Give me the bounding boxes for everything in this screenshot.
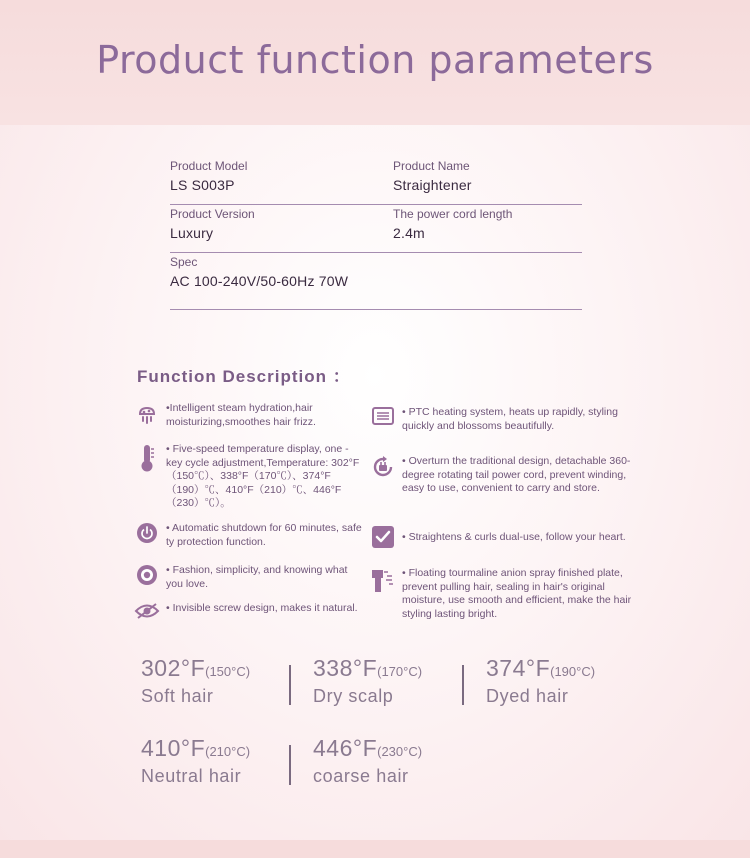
- version-value: Luxury: [170, 225, 214, 241]
- cord-label: The power cord length: [393, 207, 513, 221]
- function-heading: Function Description ：: [137, 367, 351, 386]
- temp-item-374: [486, 655, 595, 707]
- temp-item-338: [313, 655, 422, 707]
- feature-tourmaline: [370, 567, 635, 621]
- spec-cell-version: [170, 205, 255, 241]
- feature-cord: [370, 455, 635, 496]
- plug-rotate-icon: [370, 455, 396, 479]
- temp-fahrenheit: 338°F: [313, 655, 378, 681]
- temp-item-302: [141, 655, 250, 707]
- power-icon: [134, 522, 160, 544]
- feature-screw: [134, 602, 364, 620]
- feature-dual-use: [370, 525, 635, 549]
- footer-band: [0, 840, 750, 858]
- temp-hair-type: Dry scalp: [313, 686, 394, 706]
- name-value: Straightener: [393, 177, 472, 193]
- feature-fashion: [134, 564, 364, 591]
- feature-text: • Straightens & curls dual-use, follow your heart.: [402, 531, 626, 543]
- feature-text: • Invisible screw design, makes it natural.: [166, 602, 358, 614]
- temp-celsius: (210°C): [205, 744, 251, 759]
- temp-fahrenheit: 446°F: [313, 735, 378, 761]
- feature-temperature: [134, 443, 364, 511]
- spec-cell-cord: [393, 205, 512, 241]
- temp-hair-type: Dyed hair: [486, 686, 569, 706]
- spec-cell-name: [393, 157, 472, 193]
- cord-value: 2.4m: [393, 225, 425, 241]
- spec-label: Spec: [170, 255, 198, 269]
- temp-fahrenheit: 302°F: [141, 655, 206, 681]
- temp-fahrenheit: 410°F: [141, 735, 206, 761]
- temp-item-410: [141, 735, 250, 787]
- heater-icon: [370, 406, 396, 426]
- feature-text: • Overturn the traditional design, detachable 360-degree rotating tail power cord, prevent winding, easy to use, convenient to carry and store.: [402, 455, 631, 494]
- divider: [462, 665, 464, 705]
- temp-hair-type: Soft hair: [141, 686, 214, 706]
- model-label: Product Model: [170, 159, 248, 173]
- temp-item-446: [313, 735, 422, 787]
- feature-text: • Fashion, simplicity, and knowing what you love.: [166, 564, 348, 590]
- spec-row-model: [170, 157, 582, 205]
- name-label: Product Name: [393, 159, 470, 173]
- feature-text: • Automatic shutdown for 60 minutes, safe ty protection function.: [166, 522, 362, 548]
- temp-hair-type: coarse hair: [313, 766, 409, 786]
- hidden-eye-icon: [134, 602, 160, 620]
- divider: [289, 665, 291, 705]
- spec-cell-model: [170, 157, 247, 193]
- checkbox-icon: [370, 525, 396, 549]
- feature-text: •Intelligent steam hydration,hair moisturizing,smoothes hair frizz.: [166, 402, 316, 428]
- thermometer-icon: [134, 443, 160, 473]
- feature-steam: [134, 402, 364, 429]
- steam-icon: [134, 402, 160, 426]
- temp-celsius: (230°C): [377, 744, 423, 759]
- feature-text: • PTC heating system, heats up rapidly, styling quickly and blossoms beautifully.: [402, 406, 618, 432]
- spray-icon: [370, 567, 396, 595]
- feature-ptc: [370, 406, 635, 433]
- feature-text: • Five-speed temperature display, one -key cycle adjustment,Temperature: 302°F（150℃）、338°F（170℃）、374°F（190）℃、410°F（210）℃、446°F（230）℃）。: [166, 443, 360, 509]
- temp-celsius: (190°C): [550, 664, 596, 679]
- feature-shutdown: [134, 522, 364, 549]
- target-icon: [134, 564, 160, 586]
- model-value: LS S003P: [170, 177, 235, 193]
- spec-table: [170, 157, 582, 310]
- temp-celsius: (150°C): [205, 664, 251, 679]
- feature-text: • Floating tourmaline anion spray finished plate, prevent pulling hair, sealing in hair's original moisture, use smooth and efficient, make the hair styling lasting bright.: [402, 567, 632, 620]
- page-title: Product function parameters: [96, 38, 654, 82]
- spec-value: AC 100-240V/50-60Hz 70W: [170, 273, 349, 289]
- spec-row-version: [170, 205, 582, 253]
- version-label: Product Version: [170, 207, 255, 221]
- spec-row-spec: [170, 253, 582, 310]
- divider: [289, 745, 291, 785]
- spec-cell-spec: [170, 253, 348, 289]
- temp-fahrenheit: 374°F: [486, 655, 551, 681]
- temp-celsius: (170°C): [377, 664, 423, 679]
- temp-hair-type: Neutral hair: [141, 766, 242, 786]
